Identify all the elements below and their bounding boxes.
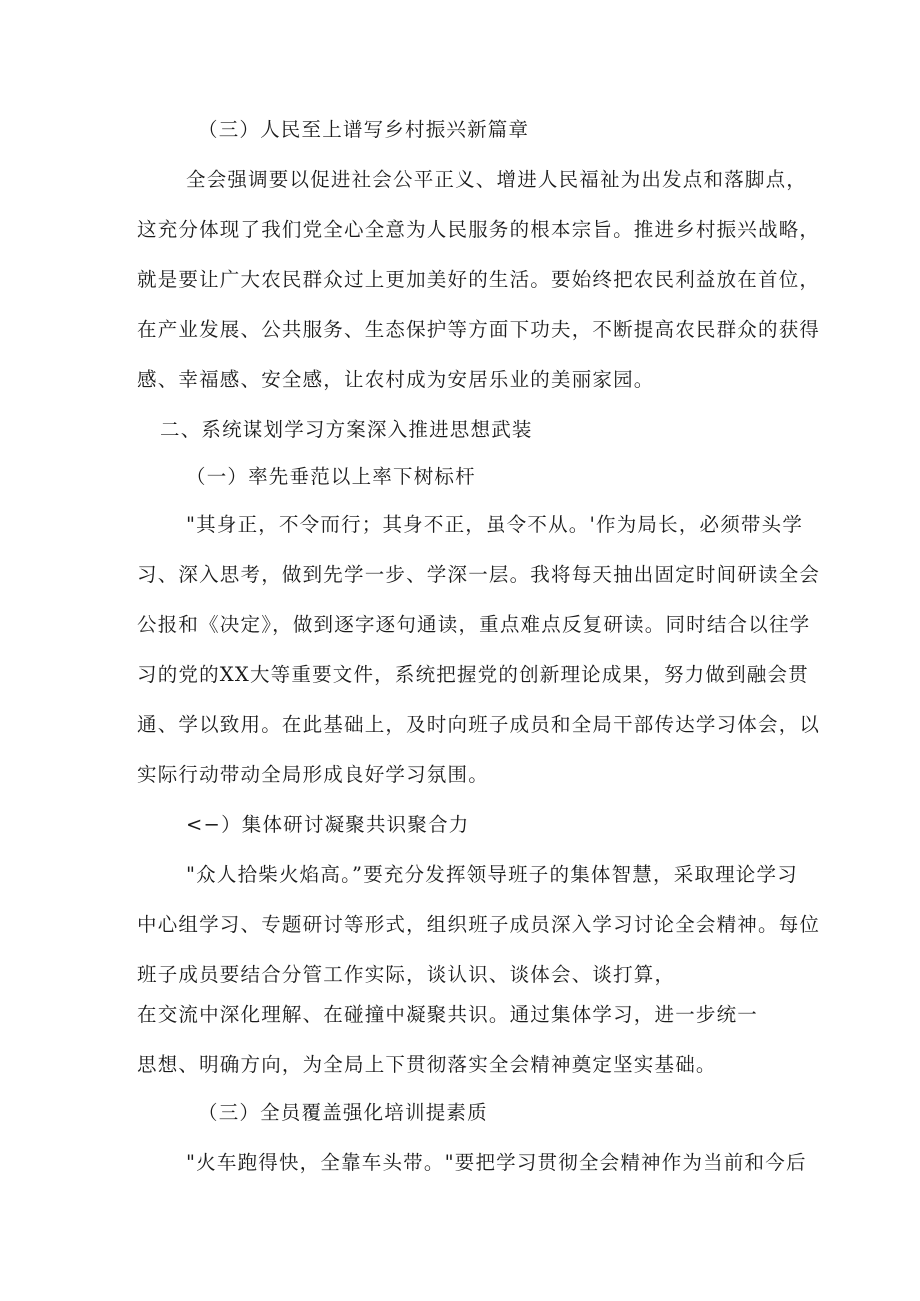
section-heading-three: （三）人民至上谱写乡村振兴新篇章 xyxy=(198,118,530,141)
paragraph-line: "火车跑得快，全靠车头带。"要把学习贯彻全会精神作为当前和今后 xyxy=(186,1151,807,1174)
paragraph-line: 通、学以致用。在此基础上，及时向班子成员和全局干部传达学习体会，以 xyxy=(137,713,821,736)
subsection-heading-two: <−）集体研讨凝聚共识聚合力 xyxy=(186,813,470,836)
paragraph-line: 思想、明确方向，为全局上下贯彻落实全会精神奠定坚实基础。 xyxy=(137,1053,717,1076)
paragraph-line: 在产业发展、公共服务、生态保护等方面下功夫，不断提高农民群众的获得 xyxy=(137,318,821,341)
paragraph-line: 班子成员要结合分管工作实际，谈认识、谈体会、谈打算， xyxy=(137,963,676,986)
paragraph-line: 实际行动带动全局形成良好学习氛围。 xyxy=(137,763,489,786)
subsection-heading-three: （三）全员覆盖强化培训提素质 xyxy=(198,1101,488,1124)
paragraph-line: 这充分体现了我们党全心全意为人民服务的根本宗旨。推进乡村振兴战略， xyxy=(137,218,821,241)
paragraph-line: 在交流中深化理解、在碰撞中凝聚共识。通过集体学习，进一步统一 xyxy=(137,1003,759,1026)
paragraph-line: "其身正，不令而行；其身不正，虽令不从。'作为局长，必须带头学 xyxy=(186,513,804,536)
paragraph-line: 就是要让广大农民群众过上更加美好的生活。要始终把农民利益放在首位， xyxy=(137,268,821,291)
paragraph-line: 习的党的XX大等重要文件，系统把握党的创新理论成果，努力做到融会贯 xyxy=(137,663,809,686)
paragraph-line: 习、深入思考，做到先学一步、学深一层。我将每天抽出固定时间研读全会 xyxy=(137,563,821,586)
paragraph-line: 中心组学习、专题研讨等形式，组织班子成员深入学习讨论全会精神。每位 xyxy=(137,913,821,936)
paragraph-line: "众人拾柴火焰高。”要充分发挥领导班子的集体智慧，采取理论学习 xyxy=(186,863,798,886)
subsection-heading-one: （一）率先垂范以上率下树标杆 xyxy=(186,465,476,488)
paragraph-line: 公报和《决定》，做到逐字逐句通读，重点难点反复研读。同时结合以往学 xyxy=(137,613,811,636)
part-two-heading: 二、系统谋划学习方案深入推进思想武装 xyxy=(160,418,533,441)
paragraph-line: 感、幸福感、安全感，让农村成为安居乐业的美丽家园。 xyxy=(137,368,655,391)
paragraph-line: 全会强调要以促进社会公平正义、增进人民福祉为出发点和落脚点， xyxy=(186,168,808,191)
